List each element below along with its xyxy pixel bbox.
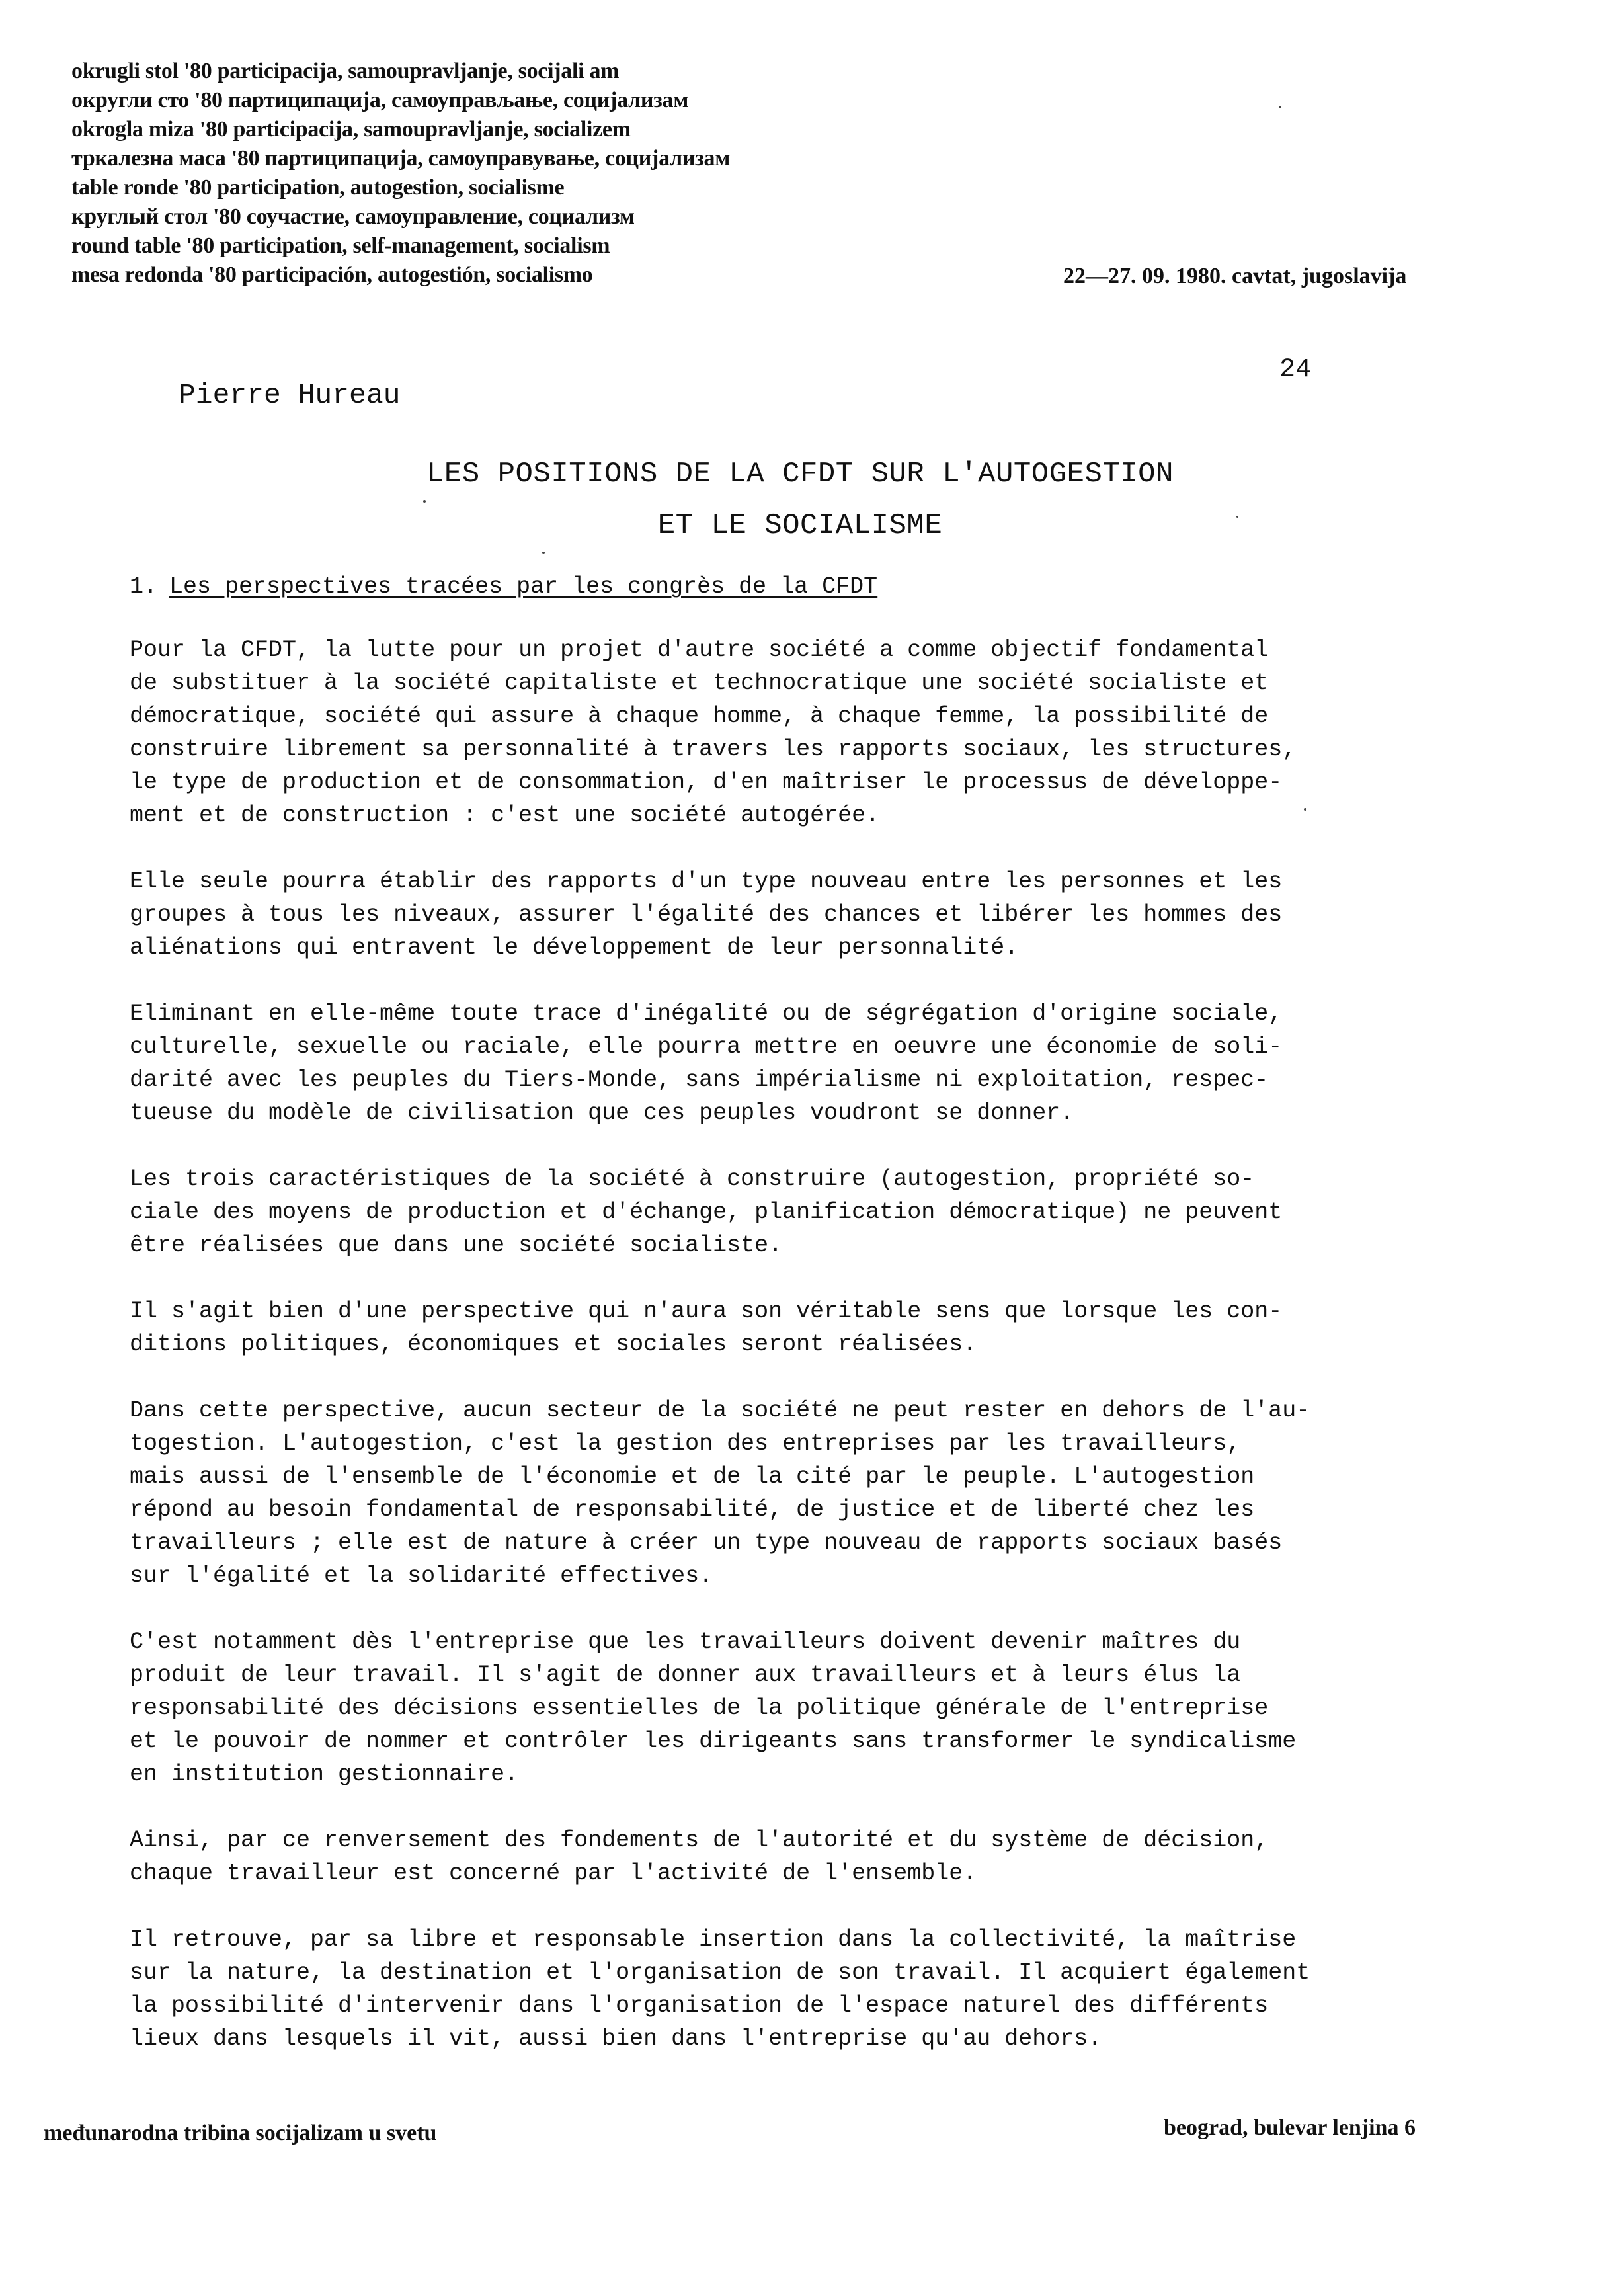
text-line: Il s'agit bien d'une perspective qui n'aura son véritable sens que lorsque les con-: [130, 1298, 1283, 1325]
text-line: responsabilité des décisions essentielles de la politique générale de l'entreprise: [130, 1695, 1269, 1721]
title-line-1: LES POSITIONS DE LA CFDT SUR L'AUTOGESTION: [426, 458, 1174, 491]
text-line: mais aussi de l'ensemble de l'économie et de la cité par le peuple. L'autogestion: [130, 1463, 1255, 1490]
page-number: 24: [1279, 355, 1312, 385]
scan-speck: [1279, 106, 1281, 108]
document-title: [331, 448, 1269, 552]
text-line: Il retrouve, par sa libre et responsable insertion dans la collectivité, la maîtrise: [130, 1926, 1297, 1953]
text-line: Ainsi, par ce renversement des fondements de l'autorité et du système de décision,: [130, 1827, 1269, 1854]
text-line: C'est notamment dès l'entreprise que les travailleurs doivent devenir maîtres du: [130, 1629, 1241, 1655]
text-line: darité avec les peuples du Tiers-Monde, sans impérialisme ni exploitation, respec-: [130, 1067, 1269, 1093]
section-heading: [130, 570, 877, 603]
paragraph: [130, 1824, 1551, 1890]
text-line: démocratique, société qui assure à chaque homme, à chaque femme, la possibilité de: [130, 703, 1269, 729]
text-line: le type de production et de consommation, d'en maîtriser le processus de développe-: [130, 769, 1283, 796]
section-number: 1.: [130, 573, 158, 600]
footer-address: beograd, bulevar lenjina 6: [1164, 2115, 1416, 2140]
text-line: la possibilité d'intervenir dans l'organisation de l'espace naturel des différents: [130, 1992, 1269, 2019]
text-line: ciale des moyens de production et d'échange, planification démocratique) ne peuvent: [130, 1199, 1283, 1225]
conference-date-place: 22—27. 09. 1980. cavtat, jugoslavija: [1063, 264, 1407, 288]
text-line: Elle seule pourra établir des rapports d'un type nouveau entre les personnes et les: [130, 868, 1283, 895]
text-line: et le pouvoir de nommer et contrôler les dirigeants sans transformer le syndicalisme: [130, 1728, 1297, 1754]
text-line: être réalisées que dans une société socialiste.: [130, 1232, 783, 1258]
paragraph: [130, 1163, 1551, 1262]
header-line: round table '80 participation, self-management, socialism: [71, 233, 610, 258]
body-text: [130, 634, 1551, 2088]
text-line: construire librement sa personnalité à travers les rapports sociaux, les structures,: [130, 736, 1297, 762]
text-line: Les trois caractéristiques de la société à construire (autogestion, propriété so-: [130, 1166, 1255, 1192]
paragraph: [130, 1625, 1551, 1791]
text-line: culturelle, sexuelle ou raciale, elle pourra mettre en oeuvre une économie de soli-: [130, 1034, 1283, 1060]
text-line: répond au besoin fondamental de responsabilité, de justice et de liberté chez les: [130, 1496, 1255, 1523]
author-name: Pierre Hureau: [179, 379, 401, 411]
text-line: chaque travailleur est concerné par l'activité de l'ensemble.: [130, 1860, 977, 1887]
text-line: sur l'égalité et la solidarité effectives.: [130, 1563, 713, 1589]
scan-speck: [1236, 516, 1238, 518]
text-line: lieux dans lesquels il vit, aussi bien dans l'entreprise qu'au dehors.: [130, 2026, 1102, 2052]
scan-speck: [423, 500, 426, 503]
text-line: groupes à tous les niveaux, assurer l'égalité des chances et libérer les hommes des: [130, 901, 1283, 928]
text-line: en institution gestionnaire.: [130, 1761, 519, 1787]
text-line: travailleurs ; elle est de nature à créer un type nouveau de rapports sociaux basés: [130, 1530, 1283, 1556]
header-line: okrugli stol '80 participacija, samoupravljanje, socijali am: [71, 59, 620, 83]
paragraph: [130, 1394, 1551, 1592]
title-line-2: ET LE SOCIALISME: [657, 509, 943, 542]
text-line: ditions politiques, économiques et sociales seront réalisées.: [130, 1331, 977, 1358]
text-line: de substituer à la société capitaliste et technocratique une société socialiste et: [130, 670, 1269, 696]
header-line: округли сто '80 партиципација, самоуправљање, социјализам: [71, 88, 689, 112]
paragraph: [130, 865, 1551, 964]
scan-speck: [1304, 808, 1306, 811]
text-line: aliénations qui entravent le développement de leur personnalité.: [130, 934, 1019, 961]
header-line: круглый стол '80 соучастие, самоуправление, социализм: [71, 204, 635, 229]
scan-speck: [542, 552, 545, 554]
paragraph: [130, 1295, 1551, 1361]
paragraph: [130, 634, 1551, 832]
section-heading-text: Les perspectives tracées par les congrès de la CFDT: [169, 573, 878, 600]
header-line: mesa redonda '80 participación, autogestión, socialismo: [71, 263, 593, 287]
header-line: okrogla miza '80 participacija, samoupravljanje, socializem: [71, 117, 631, 142]
paragraph: [130, 1923, 1551, 2055]
text-line: sur la nature, la destination et l'organisation de son travail. Il acquiert également: [130, 1959, 1310, 1986]
text-line: tueuse du modèle de civilisation que ces peuples voudront se donner.: [130, 1100, 1074, 1126]
conference-header: [71, 57, 898, 290]
header-line: table ronde '80 participation, autogestion, socialisme: [71, 175, 565, 200]
text-line: togestion. L'autogestion, c'est la gestion des entreprises par les travailleurs,: [130, 1430, 1241, 1457]
text-line: ment et de construction : c'est une société autogérée.: [130, 802, 880, 829]
header-line: тркалезна маса '80 партиципација, самоуправување, социјализам: [71, 146, 731, 171]
text-line: Dans cette perspective, aucun secteur de la société ne peut rester en dehors de l'au-: [130, 1397, 1310, 1424]
footer-publisher: međunarodna tribina socijalizam u svetu: [44, 2121, 437, 2145]
text-line: produit de leur travail. Il s'agit de donner aux travailleurs et à leurs élus la: [130, 1662, 1241, 1688]
text-line: Eliminant en elle-même toute trace d'inégalité ou de ségrégation d'origine sociale,: [130, 1001, 1283, 1027]
paragraph: [130, 997, 1551, 1129]
text-line: Pour la CFDT, la lutte pour un projet d'autre société a comme objectif fondamental: [130, 637, 1269, 663]
